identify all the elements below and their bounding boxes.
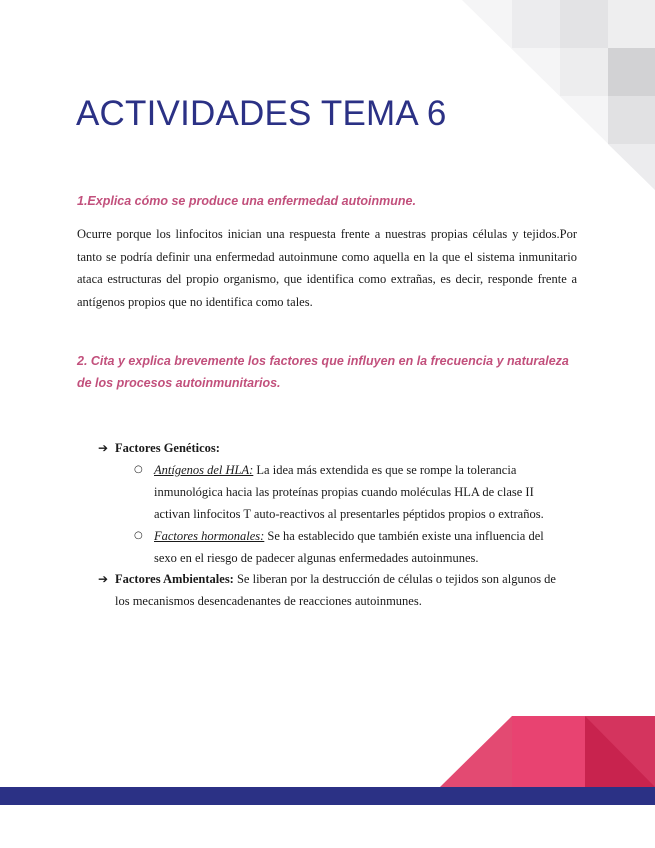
- list-subitem-factores-hormonales: [134, 525, 556, 569]
- arrow-bullet-icon: ➔: [98, 572, 109, 586]
- subitem-text: La idea más extendida es que se rompe la tolerancia inmunológica hacia las proteínas propias cuando moléculas HLA de clase II activan linfocitos T auto-reactivos al presentarles péptidos propios o extraños.: [154, 463, 544, 521]
- question-1-answer: Ocurre porque los linfocitos inician una respuesta frente a nuestras propias células y tejidos.Por tanto se podría definir una enfermedad autoinmune como aquella en la que el sistema inmunitario ataca estructuras del propio organismo, que identifica como extrañas, es decir, responde frente a antígenos propios que no identifica como tales.: [77, 227, 577, 310]
- question-1-heading: 1.Explica cómo se produce una enfermedad autoinmune.: [77, 194, 416, 208]
- circle-bullet-icon: ○: [134, 530, 143, 541]
- page-title: ACTIVIDADES TEMA 6: [76, 94, 447, 133]
- bottom-accent-graphic: [440, 716, 655, 787]
- factor-label: Factores Genéticos:: [115, 441, 220, 455]
- subitem-label: Antígenos del HLA:: [154, 463, 254, 477]
- question-2-heading: 2. Cita y explica brevemente los factores que influyen en la frecuencia y naturaleza de los procesos autoinmunitarios.: [77, 354, 569, 390]
- arrow-bullet-icon: ➔: [98, 441, 109, 455]
- list-item-factores-geneticos: [98, 437, 575, 459]
- subitem-label: Factores hormonales:: [154, 529, 265, 543]
- factor-label: Factores Ambientales:: [115, 572, 234, 586]
- corner-geometric-graphic: [462, 0, 655, 190]
- factor-text: Se liberan por la destrucción de células o tejidos son algunos de los mecanismos desencadenantes de reacciones autoinmunes.: [115, 572, 556, 608]
- bottom-band: [0, 787, 655, 805]
- list-item-factores-ambientales: [98, 568, 571, 612]
- list-subitem-antigenos-hla: [134, 459, 556, 525]
- circle-bullet-icon: ○: [134, 464, 143, 475]
- subitem-text: Se ha establecido que también existe una influencia del sexo en el riesgo de padecer algunas enfermedades autoinmunes.: [154, 529, 544, 565]
